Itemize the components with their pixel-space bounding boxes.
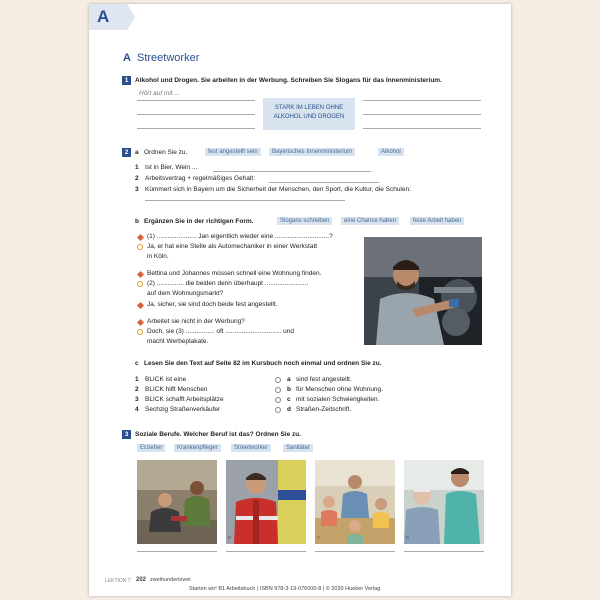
word-chip: eine Chance haben [341, 217, 399, 225]
word-chip: Slogans schreiben [277, 217, 332, 225]
match-right-text: Straßen-Zeitschrift. [296, 406, 352, 413]
speaker-a-icon [137, 302, 144, 309]
match-left-number: 4 [135, 406, 139, 413]
word-chip: feste Arbeit haben [410, 217, 464, 225]
match-radio[interactable] [275, 377, 281, 383]
word-chip: Krankenpfleger [174, 444, 221, 452]
word-chip: Alkohol [378, 148, 404, 156]
photo-caption: A [139, 535, 143, 540]
exercise-2-number: 2 [122, 148, 131, 157]
match-left-text: BLICK ist eine [145, 376, 187, 383]
section-letter: A [123, 52, 131, 64]
exercise-3-number: 3 [122, 430, 131, 439]
dialog-line: Ja, er hat eine Stelle als Automechaniker in einer Werkstatt [147, 243, 318, 250]
answer-line[interactable] [363, 128, 481, 129]
footer-lektion: LEKTION 7 [105, 578, 131, 584]
answer-line[interactable] [137, 128, 255, 129]
item-text: Arbeitsvertrag + regelmäßiges Gehalt: [145, 175, 256, 182]
exercise-2b-label: b [135, 218, 139, 225]
word-chip: Erzieher [137, 444, 165, 452]
dialog-line: auf dem Wohnungsmarkt? [147, 290, 224, 297]
match-right-letter: c [287, 396, 291, 403]
word-chip: Streetworker [231, 444, 271, 452]
speaker-b-icon [137, 281, 143, 287]
photo-caption: B [228, 535, 232, 540]
speaker-a-icon [137, 319, 144, 326]
mechanic-photo [364, 237, 482, 345]
dialog-line: (2) ............... die beiden denn überhaupt ........................ [147, 280, 309, 287]
item-text: Ist in Bier, Wein ... [145, 164, 198, 171]
exercise-1-example: Hört auf mit ... [139, 90, 180, 97]
match-left-text: Sechzig Straßenverkäufer [145, 406, 221, 413]
answer-line[interactable] [137, 100, 255, 101]
match-right-letter: d [287, 406, 291, 413]
match-right-text: für Menschen ohne Wohnung. [296, 386, 383, 393]
dialog-line: (1) ...................... Jan eigentlich wieder eine ..............................? [147, 233, 333, 240]
exercise-1-instruction: Alkohol und Drogen. Sie arbeiten in der Werbung. Schreiben Sie Slogans für das Innenministerium. [135, 77, 442, 84]
photo-nurse [404, 460, 484, 544]
match-left-text: BLICK hilft Menschen [145, 386, 208, 393]
photo-paramedic [226, 460, 306, 544]
answer-line[interactable] [363, 114, 481, 115]
match-radio[interactable] [275, 407, 281, 413]
slogan-box [263, 98, 355, 130]
item-text: Kümmert sich in Bayern um die Sicherheit der Menschen, den Sport, die Kultur, die Schulen: [145, 186, 411, 193]
dialog-line: Ja, sicher, sie sind doch beide fest angestellt. [147, 301, 278, 308]
dialog-line: in Köln. [147, 253, 169, 260]
footer-credit: Starten wir! B1 Arbeitsbuch | ISBN 978-3-19-076000-8 | © 2020 Hueber Verlag [189, 586, 381, 592]
speaker-a-icon [137, 271, 144, 278]
answer-line[interactable] [269, 182, 379, 183]
footer-page-number: 202 [136, 577, 147, 583]
exercise-2a-instruction: Ordnen Sie zu. [144, 149, 188, 156]
speaker-a-icon [137, 234, 144, 241]
dialog-line: Arbeitet sie nicht in der Werbung? [147, 318, 245, 325]
photo-caption: D [406, 535, 410, 540]
match-left-text: BLICK schafft Arbeitsplätze [145, 396, 224, 403]
exercise-3-instruction: Soziale Berufe. Welcher Beruf ist das? Ordnen Sie zu. [135, 431, 302, 438]
exercise-1-number: 1 [122, 76, 131, 85]
speaker-b-icon [137, 244, 143, 250]
match-right-letter: b [287, 386, 291, 393]
photo-educator [315, 460, 395, 544]
match-left-number: 1 [135, 376, 139, 383]
word-chip: Sanitäter [283, 444, 313, 452]
answer-line[interactable] [404, 551, 484, 552]
answer-line[interactable] [363, 100, 481, 101]
match-radio[interactable] [275, 387, 281, 393]
workbook-page [89, 4, 511, 596]
section-title: Streetworker [137, 52, 200, 64]
tab-arrow [127, 4, 135, 30]
item-number: 2 [135, 175, 139, 182]
photo-caption: C [317, 535, 321, 540]
exercise-2c-label: c [135, 360, 139, 367]
answer-line[interactable] [213, 171, 371, 172]
item-number: 3 [135, 186, 139, 193]
photo-streetworker [137, 460, 217, 544]
exercise-2b-instruction: Ergänzen Sie in der richtigen Form. [144, 218, 254, 225]
slogan-line-2: ALKOHOL UND DROGEN [273, 114, 345, 120]
answer-line[interactable] [137, 551, 217, 552]
tab-letter: A [97, 7, 110, 26]
exercise-2c-instruction: Lesen Sie den Text auf Seite 82 im Kursbuch noch einmal und ordnen Sie zu. [144, 360, 382, 367]
match-right-text: mit sozialen Schwierigkeiten. [296, 396, 380, 403]
answer-line[interactable] [226, 551, 306, 552]
section-tab [89, 4, 127, 30]
match-right-text: sind fest angestellt. [296, 376, 352, 383]
answer-line[interactable] [137, 114, 255, 115]
footer-page-word: zweihundertzwei [150, 577, 191, 583]
exercise-2a-label: a [135, 149, 139, 156]
slogan-line-1: STARK IM LEBEN OHNE [274, 105, 344, 111]
answer-line[interactable] [315, 551, 395, 552]
word-chip: Bayerisches Innenministerium [269, 148, 355, 156]
answer-line[interactable] [145, 200, 345, 201]
word-chip: fest angestellt sein [205, 148, 261, 156]
match-radio[interactable] [275, 397, 281, 403]
match-left-number: 2 [135, 386, 139, 393]
dialog-line: macht Werbeplakate. [147, 338, 209, 345]
speaker-b-icon [137, 329, 143, 335]
dialog-line: Doch, sie (3) ................ oft ............................... und [147, 328, 295, 335]
dialog-line: Bettina und Johannes müssen schnell eine Wohnung finden. [147, 270, 322, 277]
item-number: 1 [135, 164, 139, 171]
match-right-letter: a [287, 376, 291, 383]
match-left-number: 3 [135, 396, 139, 403]
